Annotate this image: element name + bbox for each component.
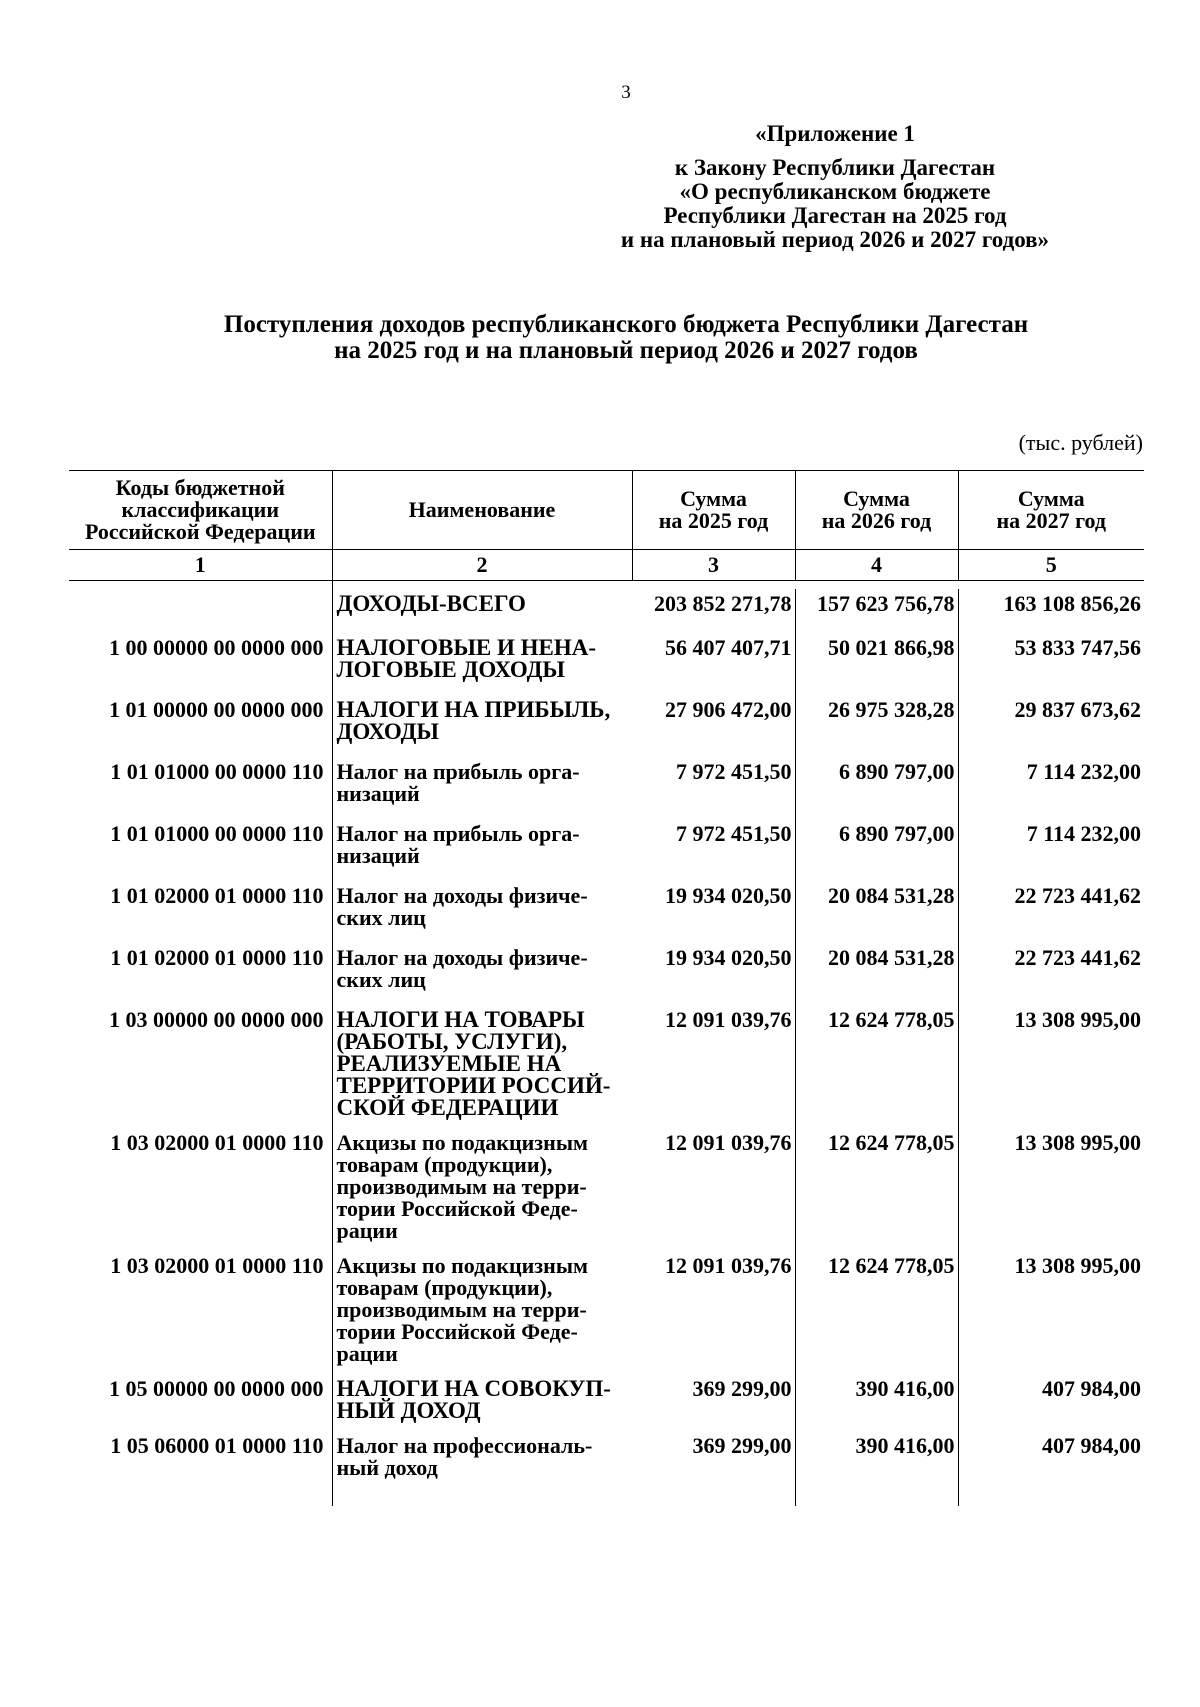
- annex-law-line: к Закону Республики Дагестан: [674, 155, 996, 180]
- budget-code: 1 05 06000 01 0000 110: [110, 1433, 324, 1458]
- table-body: [69, 589, 1144, 1506]
- revenue-name-line: ДОХОДЫ: [336, 719, 440, 744]
- column-number: 1: [69, 550, 332, 581]
- revenue-name: [332, 1005, 632, 1128]
- budget-code: 1 03 02000 01 0000 110: [110, 1130, 324, 1155]
- amount-2027: 407 984,00: [1042, 1433, 1141, 1458]
- amount-2025: 12 091 039,76: [632, 1251, 795, 1374]
- header-sum-2027: [958, 471, 1144, 550]
- revenue-name: [332, 589, 632, 633]
- revenue-name-line: Акцизы по подакцизным: [336, 1253, 588, 1278]
- revenue-table: [69, 470, 1144, 1506]
- revenue-name-line: НАЛОГИ НА СОВОКУП-: [336, 1376, 611, 1401]
- column-number: 4: [795, 550, 958, 581]
- revenue-name: [332, 1251, 632, 1374]
- revenue-name-line: ЛОГОВЫЕ ДОХОДЫ: [336, 657, 566, 682]
- revenue-name: [332, 1128, 632, 1251]
- revenue-name: [332, 881, 632, 943]
- revenue-name-line: НАЛОГОВЫЕ И НЕНА-: [336, 635, 597, 660]
- header-sum-label: Сумма: [680, 486, 747, 511]
- budget-code: 1 01 00000 00 0000 000: [109, 697, 324, 722]
- amount-2027: 7 114 232,00: [1026, 821, 1141, 846]
- page-number: 3: [621, 82, 631, 103]
- amount-2027: 13 308 995,00: [1014, 1130, 1141, 1155]
- table-row: [69, 881, 1144, 943]
- revenue-name-line: производимым на терри-: [336, 1174, 587, 1199]
- header-sum-label: Сумма: [843, 486, 910, 511]
- title-line-1: Поступления доходов республиканского бюджета Республики Дагестан: [223, 311, 1029, 338]
- header-sum-2026: [795, 471, 958, 550]
- amount-2027: 22 723 441,62: [1014, 945, 1141, 970]
- column-number: 2: [332, 550, 632, 581]
- amount-2027: 29 837 673,62: [1014, 697, 1141, 722]
- revenue-name-line: НАЛОГИ НА ПРИБЫЛЬ,: [336, 697, 611, 722]
- revenue-name-line: ТЕРРИТОРИИ РОССИЙ-: [336, 1073, 611, 1098]
- amount-2025: 56 407 407,71: [632, 633, 795, 695]
- revenue-name-line: рации: [336, 1218, 398, 1243]
- amount-2026: 12 624 778,05: [795, 1128, 958, 1251]
- revenue-name-line: НЫЙ ДОХОД: [336, 1398, 481, 1423]
- header-year: на 2026 год: [821, 508, 932, 533]
- budget-code: 1 03 02000 01 0000 110: [110, 1253, 324, 1278]
- amount-2025: 7 972 451,50: [632, 819, 795, 881]
- revenue-name: [332, 757, 632, 819]
- table-row: [69, 633, 1144, 695]
- revenue-name-line: НАЛОГИ НА ТОВАРЫ: [336, 1007, 585, 1032]
- revenue-name-line: (РАБОТЫ, УСЛУГИ),: [336, 1029, 568, 1054]
- header-sum-2025: [632, 471, 795, 550]
- revenue-name-line: ный доход: [336, 1455, 438, 1480]
- amount-2027: 7 114 232,00: [1026, 759, 1141, 784]
- revenue-name: [332, 1431, 632, 1506]
- amount-2025: 369 299,00: [632, 1374, 795, 1431]
- table-row: [69, 1431, 1144, 1506]
- amount-2026: 6 890 797,00: [795, 757, 958, 819]
- revenue-name: [332, 1374, 632, 1431]
- budget-code: 1 05 00000 00 0000 000: [109, 1376, 324, 1401]
- amount-2026: 390 416,00: [795, 1374, 958, 1431]
- revenue-name-line: ДОХОДЫ-ВСЕГО: [336, 591, 526, 616]
- revenue-name-line: ских лиц: [336, 967, 426, 992]
- amount-2027: 13 308 995,00: [1014, 1253, 1141, 1278]
- table-row: [69, 1128, 1144, 1251]
- revenue-name-line: тории Российской Феде-: [336, 1196, 578, 1221]
- revenue-name-line: СКОЙ ФЕДЕРАЦИИ: [336, 1095, 559, 1120]
- revenue-name-line: рации: [336, 1341, 398, 1366]
- amount-2027: 53 833 747,56: [1014, 635, 1141, 660]
- title-line-2: на 2025 год и на плановый период 2026 и 2027 годов: [334, 337, 918, 364]
- revenue-name-line: тории Российской Феде-: [336, 1319, 578, 1344]
- amount-2025: 7 972 451,50: [632, 757, 795, 819]
- table-row: [69, 1374, 1144, 1431]
- amount-2027: 13 308 995,00: [1014, 1007, 1141, 1032]
- amount-2025: 369 299,00: [632, 1431, 795, 1506]
- amount-2025: 19 934 020,50: [632, 943, 795, 1005]
- revenue-name-line: товарам (продукции),: [336, 1275, 553, 1300]
- amount-2026: 26 975 328,28: [795, 695, 958, 757]
- revenue-name-line: ских лиц: [336, 905, 426, 930]
- budget-code: 1 03 00000 00 0000 000: [109, 1007, 324, 1032]
- annex-law-line: и на плановый период 2026 и 2027 годов»: [620, 227, 1050, 252]
- revenue-name-line: товарам (продукции),: [336, 1152, 553, 1177]
- revenue-name: [332, 819, 632, 881]
- budget-code: [69, 589, 332, 633]
- spacer-row: [69, 581, 1144, 590]
- annex-heading: [575, 122, 1095, 252]
- revenue-name-line: Налог на доходы физиче-: [336, 883, 588, 908]
- annex-law-line: «О республиканском бюджете: [679, 179, 991, 204]
- amount-2026: 12 624 778,05: [795, 1251, 958, 1374]
- column-number: 3: [632, 550, 795, 581]
- amount-2027: 407 984,00: [1042, 1376, 1141, 1401]
- table-row: [69, 819, 1144, 881]
- revenue-name-line: Налог на доходы физиче-: [336, 945, 588, 970]
- amount-2025: 27 906 472,00: [632, 695, 795, 757]
- header-row: [69, 471, 1144, 550]
- amount-2026: 12 624 778,05: [795, 1005, 958, 1128]
- budget-code: 1 01 01000 00 0000 110: [110, 759, 324, 784]
- revenue-name: [332, 695, 632, 757]
- amount-2027: 163 108 856,26: [1003, 591, 1141, 616]
- revenue-name-line: производимым на терри-: [336, 1297, 587, 1322]
- column-number: 5: [958, 550, 1144, 581]
- amount-2026: 20 084 531,28: [795, 943, 958, 1005]
- budget-code: 1 00 00000 00 0000 000: [109, 635, 324, 660]
- amount-2025: 203 852 271,78: [632, 589, 795, 633]
- annex-law-line: Республики Дагестан на 2025 год: [663, 203, 1007, 228]
- table-row: [69, 589, 1144, 633]
- header-code-line: классификации: [121, 497, 279, 522]
- units-label: (тыс. рублей): [1018, 430, 1143, 455]
- revenue-name-line: Акцизы по подакцизным: [336, 1130, 588, 1155]
- header-year: на 2025 год: [658, 508, 769, 533]
- amount-2026: 390 416,00: [795, 1431, 958, 1506]
- revenue-name-line: низаций: [336, 843, 420, 868]
- table-row: [69, 943, 1144, 1005]
- document-title: [0, 312, 1200, 364]
- annex-label: «Приложение 1: [755, 121, 915, 146]
- amount-2025: 19 934 020,50: [632, 881, 795, 943]
- table-row: [69, 1251, 1144, 1374]
- revenue-name-line: РЕАЛИЗУЕМЫЕ НА: [336, 1051, 562, 1076]
- header-code: [69, 471, 332, 550]
- amount-2026: 50 021 866,98: [795, 633, 958, 695]
- budget-code: 1 01 02000 01 0000 110: [110, 883, 324, 908]
- header-name: Наименование: [332, 471, 632, 550]
- amount-2026: 20 084 531,28: [795, 881, 958, 943]
- header-year: на 2027 год: [996, 508, 1107, 533]
- amount-2025: 12 091 039,76: [632, 1005, 795, 1128]
- header-sum-label: Сумма: [1017, 486, 1085, 511]
- revenue-name-line: Налог на профессиональ-: [336, 1433, 593, 1458]
- revenue-name: [332, 943, 632, 1005]
- revenue-name-line: Налог на прибыль орга-: [336, 759, 580, 784]
- amount-2025: 12 091 039,76: [632, 1128, 795, 1251]
- budget-code: 1 01 02000 01 0000 110: [110, 945, 324, 970]
- amount-2026: 6 890 797,00: [795, 819, 958, 881]
- revenue-name-line: Налог на прибыль орга-: [336, 821, 580, 846]
- table-row: [69, 695, 1144, 757]
- header-code-line: Российской Федерации: [84, 519, 316, 544]
- revenue-name: [332, 633, 632, 695]
- table-row: [69, 757, 1144, 819]
- revenue-name-line: низаций: [336, 781, 420, 806]
- budget-code: 1 01 01000 00 0000 110: [110, 821, 324, 846]
- column-number-row: [69, 550, 1144, 581]
- amount-2026: 157 623 756,78: [795, 589, 958, 633]
- header-code-line: Коды бюджетной: [115, 475, 285, 500]
- amount-2027: 22 723 441,62: [1014, 883, 1141, 908]
- table-row: [69, 1005, 1144, 1128]
